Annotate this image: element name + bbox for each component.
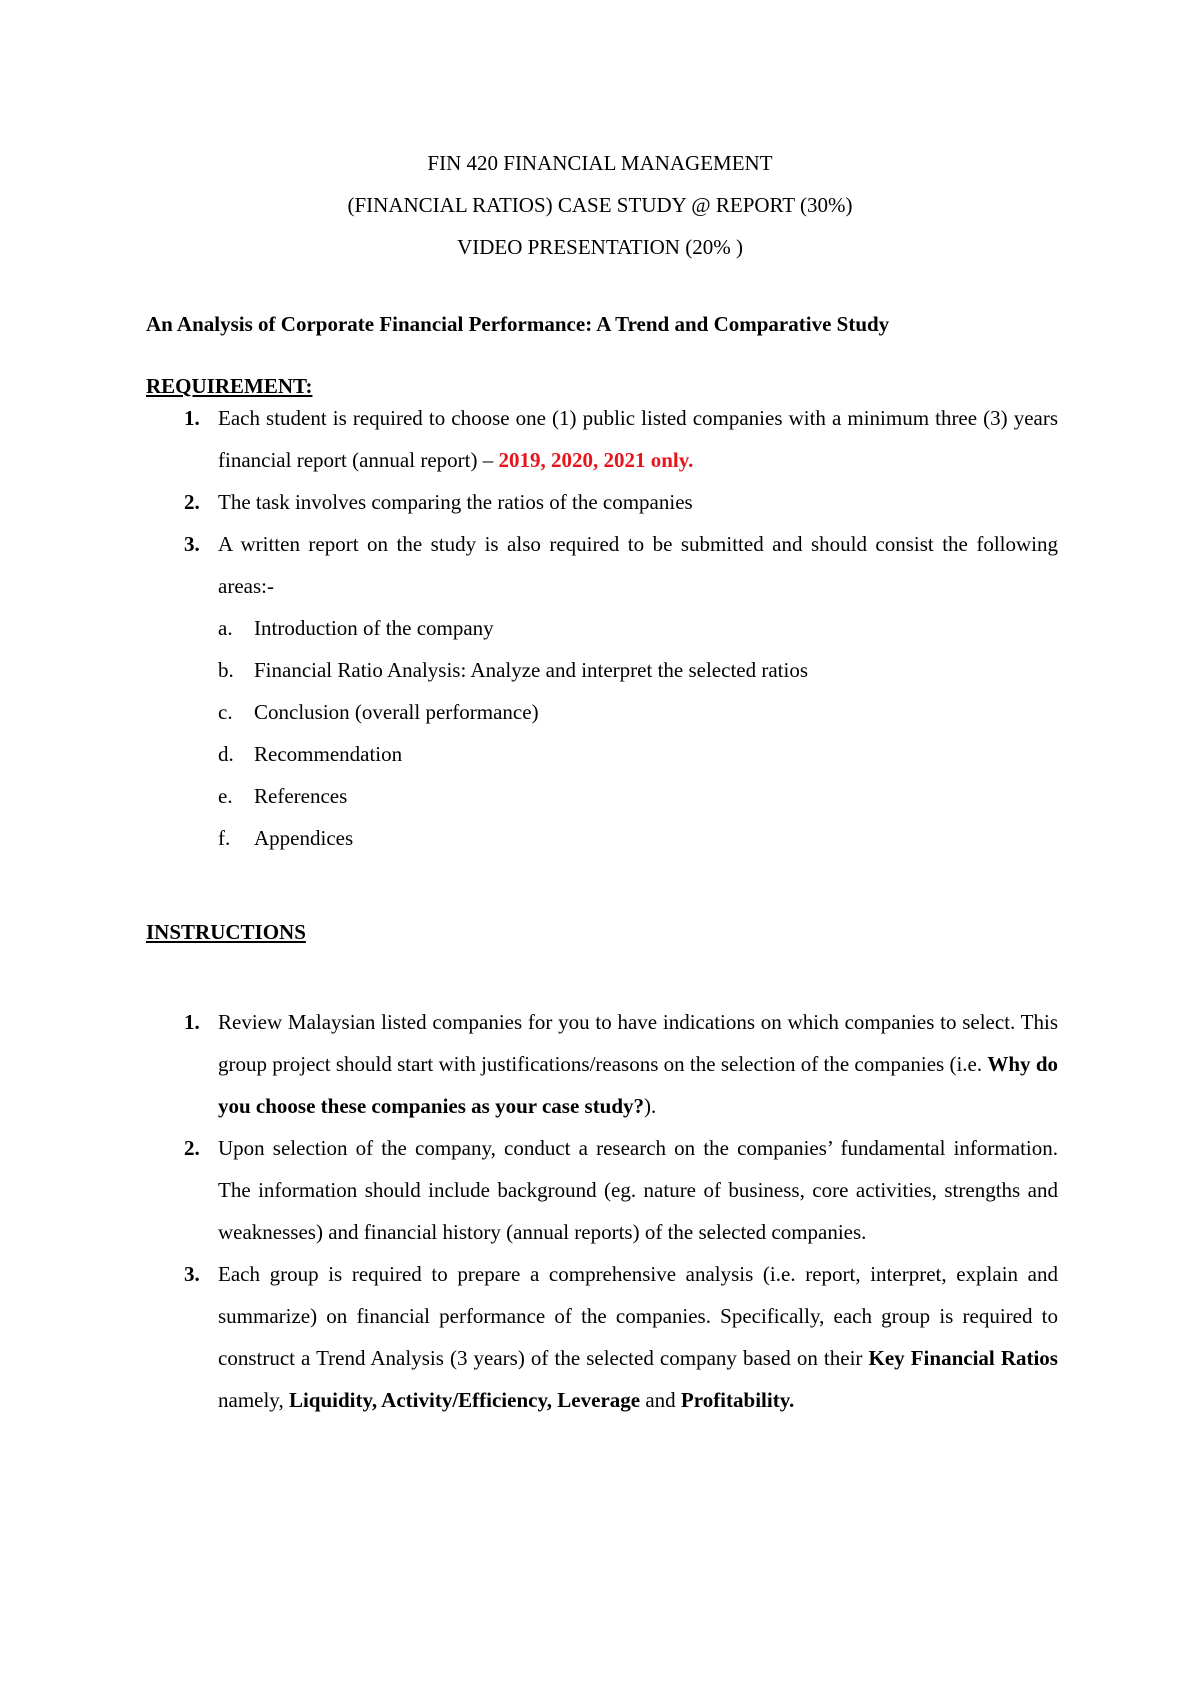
sub-item-text: Conclusion (overall performance): [254, 700, 539, 724]
sub-item-text: Financial Ratio Analysis: Analyze and interpret the selected ratios: [254, 658, 809, 682]
item-question: Why do you choose these companies as your case study?: [218, 1052, 1058, 1118]
year-highlight: 2019, 2020, 2021 only.: [498, 448, 694, 472]
sub-item-text: References: [254, 784, 348, 808]
sub-list-item: [146, 649, 1058, 691]
item-text-mid: namely,: [218, 1388, 289, 1412]
item-number: 1.: [184, 1010, 200, 1034]
sub-item-text: Introduction of the company: [254, 616, 494, 640]
item-number: 3.: [184, 1262, 200, 1286]
requirement-heading: REQUIREMENT:: [146, 374, 313, 398]
instructions-list: [146, 1001, 1058, 1421]
profitability-label: Profitability.: [680, 1388, 795, 1412]
sub-item-letter: f.: [218, 826, 231, 850]
item-number: 2.: [184, 1136, 200, 1160]
sub-list-item: [146, 775, 1058, 817]
sub-item-letter: b.: [218, 658, 234, 682]
study-title: An Analysis of Corporate Financial Performance: A Trend and Comparative Study: [146, 312, 890, 336]
course-title: FIN 420 FINANCIAL MANAGEMENT: [427, 151, 773, 175]
sub-item-letter: c.: [218, 700, 233, 724]
sub-list-item: [146, 733, 1058, 775]
item-number: 2.: [184, 490, 200, 514]
item-text: The task involves comparing the ratios of the companies: [218, 490, 693, 514]
item-text: Review Malaysian listed companies for you to have indications on which companies to select. This group project should start with justifications/reasons on the selection of the companies (i.e.: [218, 1010, 1058, 1076]
requirement-item: [146, 397, 1058, 481]
instruction-item: [146, 1127, 1058, 1253]
item-text: Upon selection of the company, conduct a research on the companies’ fundamental information. The information should include background (eg. nature of business, core activities, strengths and weaknesses) and financial history (annual reports) of the selected companies.: [218, 1136, 1058, 1244]
requirement-list: [146, 397, 1058, 859]
item-text: Each student is required to choose one (1) public listed companies with a minimum three (3) years financial report (annual report) –: [218, 406, 1058, 472]
sub-item-letter: d.: [218, 742, 234, 766]
ratio-categories: Liquidity, Activity/Efficiency, Leverage: [288, 1388, 641, 1412]
item-text-and: and: [640, 1388, 681, 1412]
sub-list-item: [146, 817, 1058, 859]
assessment-title: (FINANCIAL RATIOS) CASE STUDY @ REPORT (30%): [347, 193, 853, 217]
sub-item-letter: a.: [218, 616, 233, 640]
sub-item-text: Appendices: [254, 826, 354, 850]
instruction-item: [146, 1001, 1058, 1127]
item-text: Each group is required to prepare a comprehensive analysis (i.e. report, interpret, explain and summarize) on financial performance of the companies. Specifically, each group is required to construct a Trend Analysis (3 years) of the selected company based on their: [218, 1262, 1058, 1370]
instructions-heading: INSTRUCTIONS: [146, 920, 306, 944]
key-ratios-label: Key Financial Ratios: [868, 1346, 1058, 1370]
sub-list-item: [146, 691, 1058, 733]
instruction-item: [146, 1253, 1058, 1421]
item-text-end: ).: [644, 1094, 657, 1118]
requirement-item: [146, 523, 1058, 607]
presentation-title: VIDEO PRESENTATION (20% ): [457, 235, 743, 259]
document-header: [0, 142, 1200, 268]
item-number: 1.: [184, 406, 200, 430]
sub-item-text: Recommendation: [254, 742, 403, 766]
sub-item-letter: e.: [218, 784, 233, 808]
requirement-item: [146, 481, 1058, 523]
sub-list-item: [146, 607, 1058, 649]
item-text: A written report on the study is also required to be submitted and should consist the following areas:-: [218, 532, 1058, 598]
item-number: 3.: [184, 532, 200, 556]
